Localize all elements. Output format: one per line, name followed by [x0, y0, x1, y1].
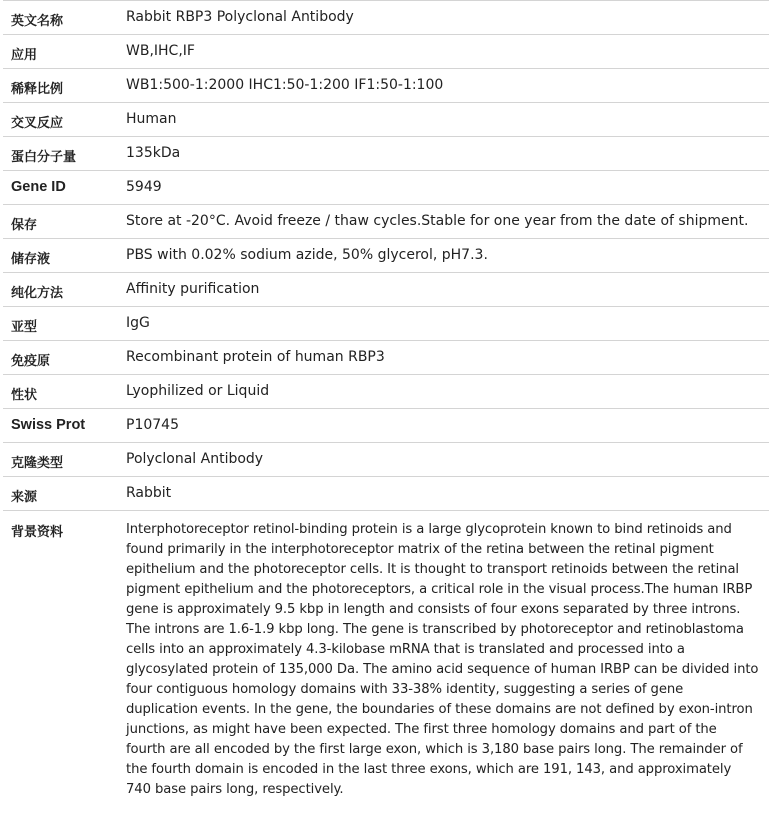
- spec-row-clonality: [3, 443, 769, 477]
- spec-value: WB1:500-1:2000 IHC1:50-1:200 IF1:50-1:100: [118, 69, 769, 103]
- spec-row-immunogen: [3, 341, 769, 375]
- spec-row-english-name: [3, 1, 769, 35]
- spec-value: 5949: [118, 171, 769, 205]
- spec-row-storage-buffer: [3, 239, 769, 273]
- spec-label: 储存液: [3, 239, 118, 273]
- spec-value: Polyclonal Antibody: [118, 443, 769, 477]
- spec-row-purification: [3, 273, 769, 307]
- spec-value: 135kDa: [118, 137, 769, 171]
- spec-row-storage: [3, 205, 769, 239]
- spec-label: 免疫原: [3, 341, 118, 375]
- spec-label: Swiss Prot: [3, 409, 118, 443]
- spec-row-background: [3, 511, 769, 801]
- spec-value: Rabbit: [118, 477, 769, 511]
- spec-value: P10745: [118, 409, 769, 443]
- spec-value: Rabbit RBP3 Polyclonal Antibody: [118, 1, 769, 35]
- spec-value: IgG: [118, 307, 769, 341]
- spec-label: 蛋白分子量: [3, 137, 118, 171]
- spec-row-swiss-prot: [3, 409, 769, 443]
- spec-row-form: [3, 375, 769, 409]
- spec-row-dilution: [3, 69, 769, 103]
- spec-label: 来源: [3, 477, 118, 511]
- spec-row-applications: [3, 35, 769, 69]
- spec-value: Lyophilized or Liquid: [118, 375, 769, 409]
- spec-row-source: [3, 477, 769, 511]
- spec-label: 克隆类型: [3, 443, 118, 477]
- spec-value: Recombinant protein of human RBP3: [118, 341, 769, 375]
- spec-label: 稀释比例: [3, 69, 118, 103]
- spec-value: Affinity purification: [118, 273, 769, 307]
- spec-value: Store at -20°C. Avoid freeze / thaw cycles.Stable for one year from the date of shipment.: [118, 205, 769, 239]
- background-label: 背景资料: [11, 525, 64, 540]
- product-spec-table: [3, 0, 769, 800]
- spec-value: PBS with 0.02% sodium azide, 50% glycerol, pH7.3.: [118, 239, 769, 273]
- spec-table-body: [3, 1, 769, 801]
- spec-label: 保存: [3, 205, 118, 239]
- spec-label: 英文名称: [3, 1, 118, 35]
- spec-label: Gene ID: [3, 171, 118, 205]
- spec-value: Human: [118, 103, 769, 137]
- background-text: Interphotoreceptor retinol-binding protein is a large glycoprotein known to bind retinoids and found primarily in the interphotoreceptor matrix of the retina between the retinal pigment epithelium and the photoreceptor cells. It is thought to transport retinoids between the retinal pigment epithelium and the photoreceptors, a critical role in the visual process.The human IRBP gene is approximately 9.5 kbp in length and consists of four exons separated by three introns. The introns are 1.6-1.9 kbp long. The gene is transcribed by photoreceptor and retinoblastoma cells into an approximately 4.3-kilobase mRNA that is translated and processed into a glycosylated protein of 135,000 Da. The amino acid sequence of human IRBP can be divided into four contiguous homology domains with 33-38% identity, suggesting a series of gene duplication events. In the gene, the boundaries of these domains are not defined by exon-intron junctions, as might have been expected. The first three homology domains and part of the fourth are all encoded by the first large exon, which is 3,180 base pairs long. The remainder of the fourth domain is encoded in the last three exons, which are 191, 143, and approximately 740 base pairs long, respectively.: [126, 522, 759, 797]
- spec-label: 纯化方法: [3, 273, 118, 307]
- spec-label: 亚型: [3, 307, 118, 341]
- spec-row-cross-reactivity: [3, 103, 769, 137]
- spec-label: 应用: [3, 35, 118, 69]
- spec-row-isotype: [3, 307, 769, 341]
- spec-label: 性状: [3, 375, 118, 409]
- spec-row-molecular-weight: [3, 137, 769, 171]
- spec-value: WB,IHC,IF: [118, 35, 769, 69]
- spec-label: 交叉反应: [3, 103, 118, 137]
- spec-row-gene-id: [3, 171, 769, 205]
